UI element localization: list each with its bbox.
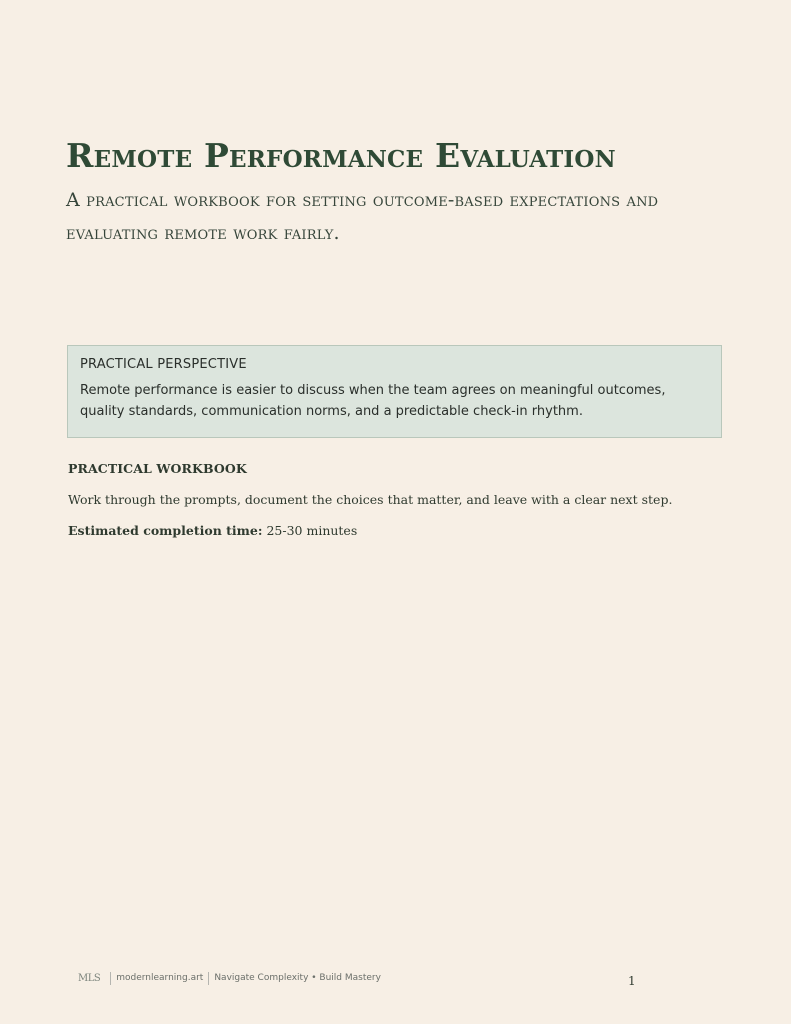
callout-body: Remote performance is easier to discuss when the team agrees on meaningful outcomes, quality standards, communication norms, and a predictable check-in rhythm. bbox=[80, 383, 666, 419]
logo-icon: MLS bbox=[78, 972, 101, 984]
estimate-label: Estimated completion time: bbox=[68, 523, 263, 538]
footer-divider bbox=[208, 972, 209, 985]
section-heading: PRACTICAL WORKBOOK bbox=[68, 461, 247, 476]
practical-perspective-callout bbox=[67, 345, 722, 438]
page-subtitle: A practical workbook for setting outcome-based expectations and evaluating remote work fairly. bbox=[66, 189, 659, 244]
footer-tagline: Navigate Complexity • Build Mastery bbox=[214, 973, 381, 983]
estimated-completion-time bbox=[68, 523, 357, 538]
footer-divider bbox=[110, 972, 111, 985]
callout-label: PRACTICAL PERSPECTIVE bbox=[80, 357, 247, 372]
page-title: Remote Performance Evaluation bbox=[66, 136, 616, 175]
footer bbox=[78, 970, 381, 986]
page-number: 1 bbox=[628, 974, 636, 988]
estimate-value: 25-30 minutes bbox=[266, 523, 358, 538]
footer-site: modernlearning.art bbox=[116, 973, 204, 983]
workbook-intro: Work through the prompts, document the choices that matter, and leave with a clear next step. bbox=[68, 492, 673, 507]
